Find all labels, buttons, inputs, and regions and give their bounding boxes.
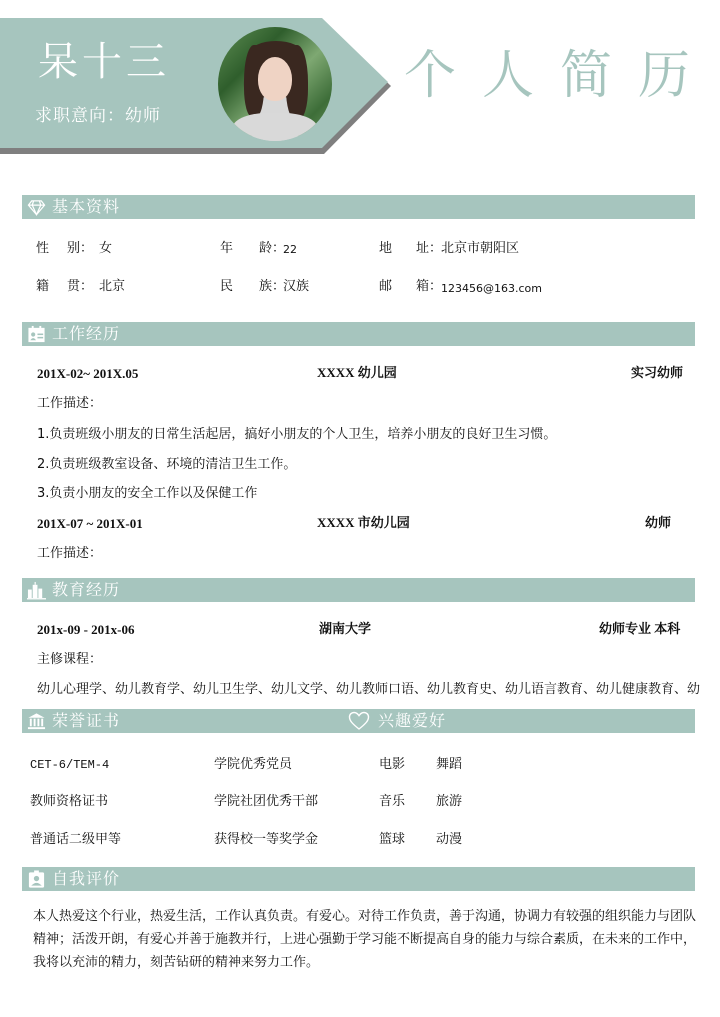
diamond-icon: [27, 198, 46, 217]
hobby-item: 音乐: [379, 794, 406, 809]
field-label-age-b: 龄：: [259, 241, 286, 256]
job-1-org: XXXX 幼儿园: [317, 365, 397, 380]
hobby-item: 电影: [379, 757, 406, 772]
courses-label: 主修课程：: [37, 652, 103, 667]
honor-item: 教师资格证书: [30, 794, 109, 809]
education-school: 湖南大学: [319, 621, 372, 636]
field-label-origin-a: 籍: [36, 279, 50, 294]
hobby-item: 旅游: [436, 794, 463, 809]
section-bar-self-eval: [22, 867, 695, 891]
honor-item: 学院优秀党员: [214, 757, 293, 772]
section-bar-work: [22, 322, 695, 346]
candidate-name: 呆十三: [38, 39, 170, 85]
job-1-period: 201X-02~ 201X.05: [37, 366, 139, 381]
field-value-age: 22: [283, 243, 297, 256]
honor-item: 普通话二级甲等: [30, 832, 122, 847]
section-bar-education: [22, 578, 695, 602]
person-badge-icon: [27, 870, 46, 889]
section-bar-honors-hobbies: [22, 709, 695, 733]
self-eval-line: 我将以充沛的精力，刻苦钻研的精神来努力工作。: [33, 955, 320, 970]
honor-item: 学院社团优秀干部: [214, 794, 319, 809]
job-2-period: 201X-07 ~ 201X-01: [37, 516, 143, 531]
field-label-origin-b: 贯：: [67, 279, 94, 294]
field-label-address-a: 地: [379, 241, 393, 256]
honor-item: CET-6/TEM-4: [30, 758, 110, 772]
field-label-gender-a: 性: [36, 241, 50, 256]
hobby-item: 动漫: [436, 832, 463, 847]
field-label-age-a: 年: [220, 241, 234, 256]
field-label-gender-b: 别：: [67, 241, 94, 256]
job-intent: [35, 104, 161, 128]
job-1-desc-label: 工作描述：: [37, 396, 103, 411]
field-label-ethnicity-a: 民: [220, 279, 234, 294]
field-value-gender: 女: [99, 241, 113, 256]
field-value-ethnicity: 汉族: [283, 279, 310, 294]
calendar-id-icon: [27, 325, 46, 344]
section-bar-basic-info: [22, 195, 695, 219]
section-title-honors: 荣誉证书: [52, 711, 121, 730]
buildings-icon: [27, 581, 46, 600]
document-title: 个人简历: [404, 46, 717, 106]
self-eval-line: 精神；活泼开朗，有爱心并善于施教并行，上进心强勤于学习能不断提高自身的能力与综合素质，在未来的工作中，: [33, 932, 697, 947]
job-2-org: XXXX 市幼儿园: [317, 515, 410, 530]
section-title-hobbies: 兴趣爱好: [378, 711, 447, 730]
field-label-address-b: 址：: [416, 241, 443, 256]
job-2-role: 幼师: [645, 515, 672, 530]
job-2-desc-label: 工作描述：: [37, 546, 103, 561]
field-label-email-b: 箱：: [416, 279, 443, 294]
field-value-address: 北京市朝阳区: [441, 241, 520, 256]
job-1-duty-1: 1.负责班级小朋友的日常生活起居，搞好小朋友的个人卫生，培养小朋友的良好卫生习惯。: [37, 427, 557, 442]
section-title-basic-info: 基本资料: [52, 197, 121, 216]
job-1-duty-3: 3.负责小朋友的安全工作以及保健工作: [37, 486, 258, 501]
photo-sweater: [232, 113, 318, 141]
field-label-email-a: 邮: [379, 279, 393, 294]
heart-icon: [348, 711, 370, 731]
hobby-item: 舞蹈: [436, 757, 463, 772]
education-period: 201x-09 - 201x-06: [37, 622, 135, 637]
job-1-role: 实习幼师: [631, 365, 684, 380]
section-title-self-eval: 自我评价: [52, 869, 121, 888]
field-value-origin: 北京: [99, 279, 126, 294]
courses-list: 幼儿心理学、幼儿教育学、幼儿卫生学、幼儿文学、幼儿教师口语、幼儿教育史、幼儿语言教育、幼儿健康教育、幼: [37, 682, 701, 697]
hobby-item: 篮球: [379, 832, 406, 847]
portrait-photo: [218, 27, 332, 141]
self-eval-line: 本人热爱这个行业，热爱生活，工作认真负责。有爱心。对待工作负责，善于沟通，协调力有较强的组织能力与团队: [33, 909, 697, 924]
education-major: 幼师专业 本科: [599, 621, 681, 636]
section-title-education: 教育经历: [52, 580, 121, 599]
field-label-ethnicity-b: 族：: [259, 279, 286, 294]
job-1-duty-2: 2.负责班级教室设备、环境的清洁卫生工作。: [37, 457, 297, 472]
job-intent-label: 求职意向：: [35, 106, 125, 126]
section-title-work: 工作经历: [52, 324, 121, 343]
honor-item: 获得校一等奖学金: [214, 832, 319, 847]
field-value-email[interactable]: 123456@163.com: [441, 282, 542, 295]
photo-face: [258, 57, 292, 101]
institution-icon: [27, 712, 46, 731]
job-intent-value: 幼师: [125, 106, 161, 126]
